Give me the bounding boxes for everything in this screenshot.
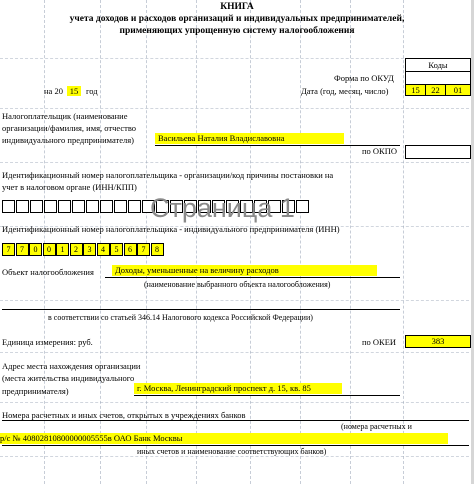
- page-watermark: Страница 1: [150, 193, 295, 223]
- inn-kpp-cell[interactable]: [72, 200, 85, 213]
- object-value-field[interactable]: Доходы, уменьшенные на величину расходов: [112, 265, 377, 276]
- inn-label: Идентификационный номер налогоплательщика - индивидуального предпринимателя (ИНН): [2, 224, 340, 234]
- inn-digit-cell[interactable]: 7: [137, 243, 150, 256]
- grid-line: [0, 300, 474, 301]
- object-underline: [105, 277, 400, 278]
- grid-line: [0, 162, 474, 163]
- okpo-code-cell[interactable]: [405, 145, 471, 159]
- address-underline: [134, 395, 400, 396]
- accounts-underline: [2, 445, 469, 446]
- okud-code-cell[interactable]: [405, 71, 471, 85]
- inn-kpp-cell[interactable]: [128, 200, 141, 213]
- inn-kpp-cell[interactable]: [44, 200, 57, 213]
- inn-kpp-cell[interactable]: [30, 200, 43, 213]
- grid-line: [403, 0, 404, 484]
- grid-line: [0, 58, 474, 59]
- object-caption: (наименование выбранного объекта налогообложения): [144, 280, 331, 289]
- date-month-field[interactable]: 22: [425, 84, 446, 96]
- okei-label: по ОКЕИ: [362, 337, 397, 347]
- period-prefix: на 20: [44, 86, 63, 96]
- inn-digit-cell[interactable]: 7: [2, 243, 15, 256]
- inn-digit-cell[interactable]: 6: [124, 243, 137, 256]
- object-label: Объект налогообложения: [2, 267, 94, 277]
- object-law-text: в соответствии со статьей 346.14 Налогового кодекса Российской Федерации): [48, 313, 313, 322]
- inn-digit-cell[interactable]: 7: [16, 243, 29, 256]
- okei-code-field[interactable]: 383: [405, 335, 471, 348]
- book-subtitle-line2: применяющих упрощенную систему налогообложения: [119, 26, 355, 36]
- address-value-field[interactable]: г. Москва, Ленинградский проспект д. 15, кв. 85: [134, 383, 342, 394]
- okpo-label: по ОКПО: [362, 146, 398, 156]
- book-title: КНИГА: [220, 2, 254, 12]
- taxpayer-name-field[interactable]: Васильева Наталия Владиславовна: [155, 133, 344, 144]
- grid-line: [0, 352, 474, 353]
- object-law-underline: [2, 309, 400, 310]
- grid-line: [0, 402, 474, 403]
- codes-header: Коды: [405, 58, 471, 72]
- inn-digit-cell[interactable]: 5: [110, 243, 123, 256]
- inn-kpp-cell[interactable]: [2, 200, 15, 213]
- inn-kpp-cell[interactable]: [100, 200, 113, 213]
- inn-kpp-cell[interactable]: [114, 200, 127, 213]
- inn-digit-cell[interactable]: 2: [70, 243, 83, 256]
- inn-digit-cell[interactable]: 4: [97, 243, 110, 256]
- book-subtitle-line1: учета доходов и расходов организаций и индивидуальных предпринимателей,: [69, 14, 405, 24]
- grid-line: [250, 0, 251, 484]
- taxpayer-label-line3: индивидуального предпринимателя): [2, 135, 134, 145]
- date-label: Дата (год, месяц, число): [301, 86, 389, 96]
- date-year-field[interactable]: 01: [445, 84, 471, 96]
- date-day-field[interactable]: 15: [405, 84, 426, 96]
- grid-line: [0, 108, 474, 109]
- accounts-caption-right: (номера расчетных и: [341, 422, 412, 431]
- taxpayer-label-line2: организации/фамилия, имя, отчество: [2, 123, 137, 133]
- accounts-label: Номера расчетных и иных счетов, открытых в учреждениях банков: [2, 410, 246, 420]
- inn-kpp-cell[interactable]: [58, 200, 71, 213]
- inn-digit-cell[interactable]: 0: [29, 243, 42, 256]
- unit-label: Единица измерения: руб.: [2, 337, 93, 347]
- inn-digit-cell[interactable]: 8: [151, 243, 164, 256]
- grid-line: [300, 0, 301, 484]
- address-label-line1: Адрес места нахождения организации: [2, 361, 141, 371]
- inn-kpp-cell[interactable]: [296, 200, 309, 213]
- accounts-caption-bottom: иных счетов и наименование соответствующих банков): [137, 447, 327, 456]
- inn-kpp-cell[interactable]: [86, 200, 99, 213]
- inn-digit-cell[interactable]: 0: [43, 243, 56, 256]
- inn-kpp-cell[interactable]: [16, 200, 29, 213]
- inn-kpp-label-line2: учет в налоговом органе (ИНН/КПП): [2, 182, 137, 192]
- accounts-top-underline: [2, 420, 469, 421]
- address-label-line2: (места жительства индивидуального: [2, 373, 135, 383]
- accounts-value-field[interactable]: р/с № 40802810800000005555в ОАО Банк Москвы: [0, 433, 448, 444]
- period-year-field[interactable]: 15: [67, 86, 81, 96]
- inn-kpp-label-line1: Идентификационный номер налогоплательщика - организации/код причины постановки на: [2, 170, 334, 180]
- inn-digit-cell[interactable]: 1: [56, 243, 69, 256]
- okud-label: Форма по ОКУД: [334, 73, 394, 83]
- inn-digit-cell[interactable]: 3: [83, 243, 96, 256]
- taxpayer-label-line1: Налогоплательщик (наименование: [2, 111, 128, 121]
- period-suffix: год: [86, 86, 98, 96]
- address-label-line3: предпринимателя): [2, 386, 69, 396]
